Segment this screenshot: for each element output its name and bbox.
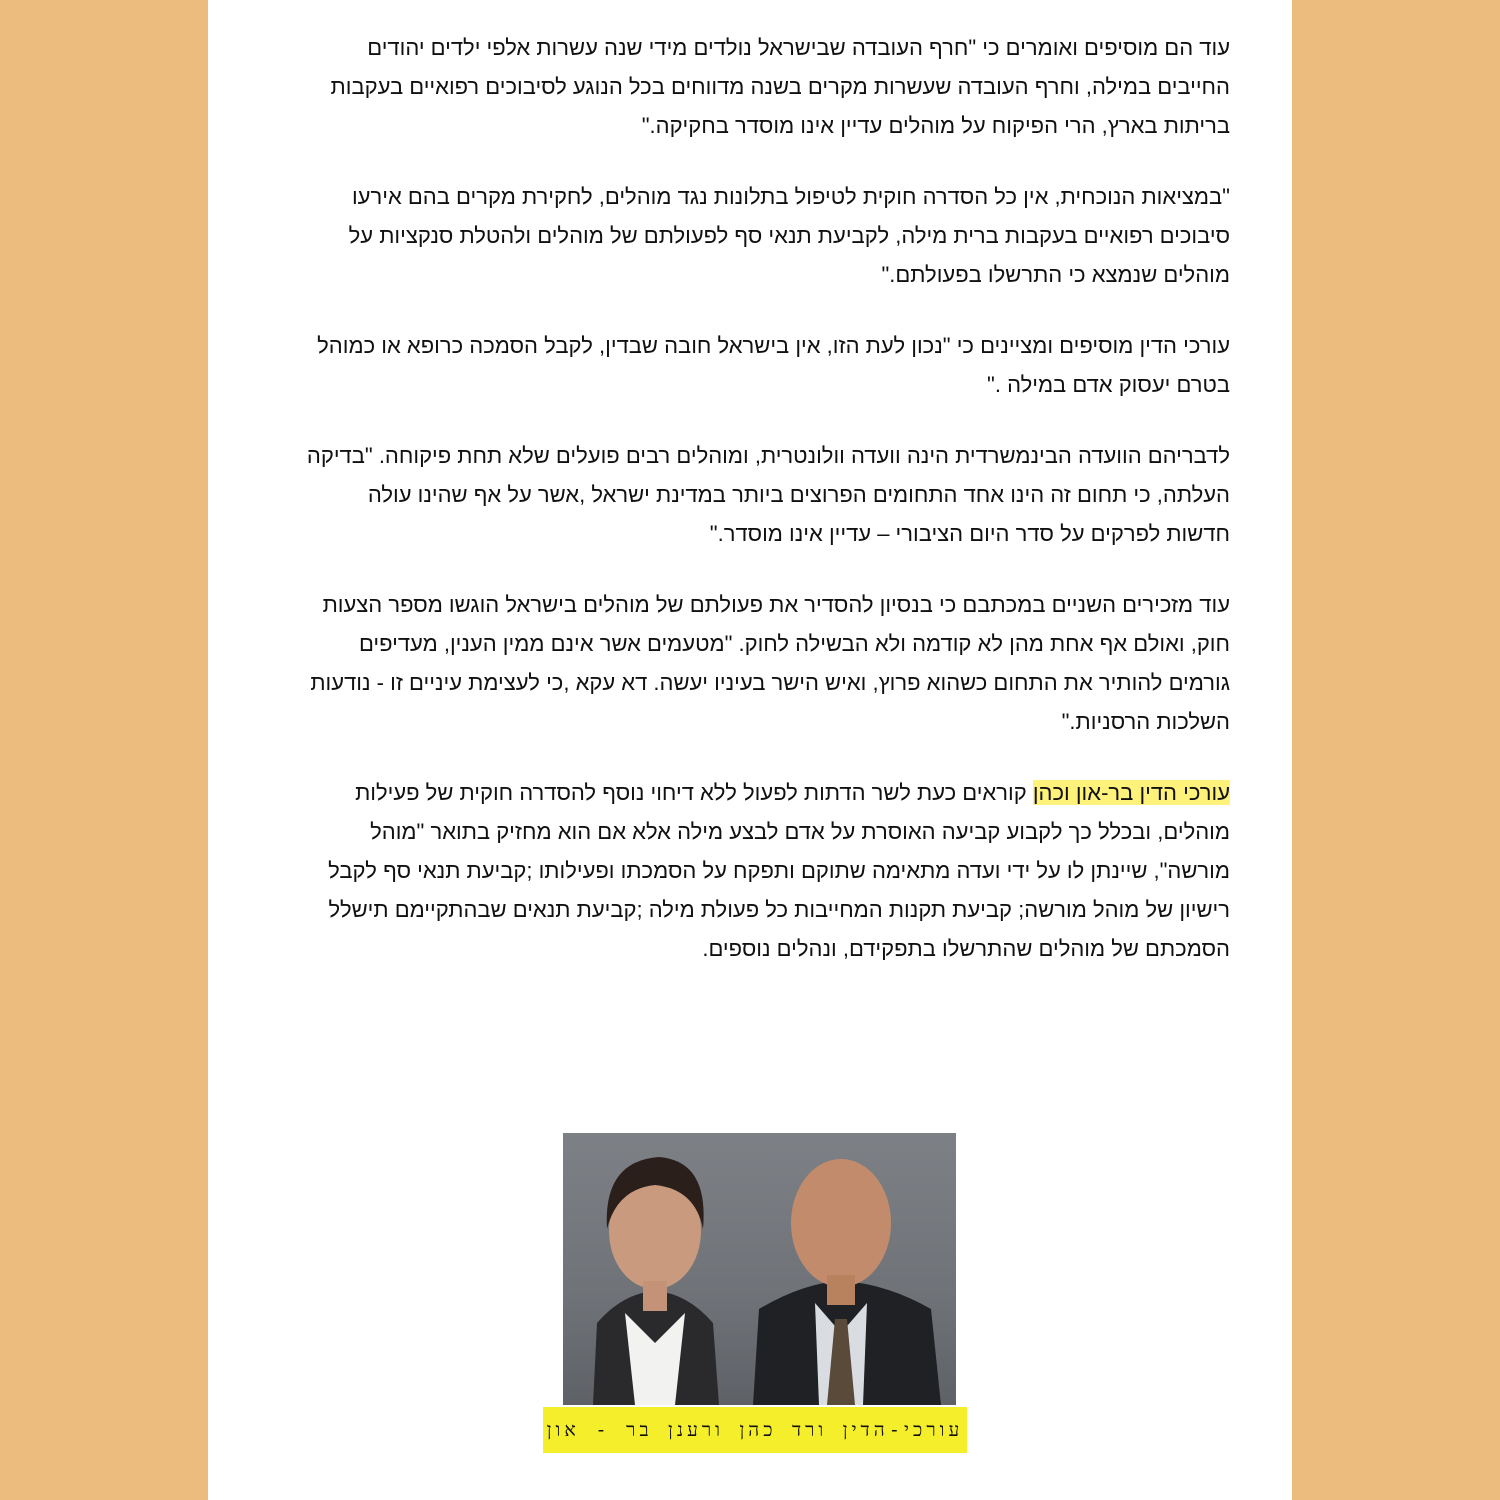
document-page — [208, 0, 1292, 1500]
photo-caption: עורכי-הדין ורד כהן ורענן בר - און — [543, 1407, 967, 1453]
portrait-illustration — [563, 1133, 956, 1405]
paragraph-6 — [300, 773, 1230, 968]
paragraph-6-text: קוראים כעת לשר הדתות לפעול ללא דיחוי נוסף להסדרה חוקית של פעילות מוהלים, ובכלל כך לקבוע קביעה האוסרת על אדם לבצע מילה אלא אם הוא מחזיק בתואר "מוהל מורשה", שיינתן לו על ידי ועדה מתאימה שתוקם ותפקח על הסמכתו ופעילותו ;קביעת תנאי סף לקבל רישיון של מוהל מורשה; קביעת תקנות המחייבות כל פעולת מילה ;קביעת תנאים שבהתקיימם תישלל הסמכתם של מוהלים שהתרשלו בתפקידם, ונהלים נוספים. — [328, 780, 1230, 961]
article-text — [300, 28, 1230, 1000]
paragraph-4: לדבריהם הוועדה הבינמשרדית הינה וועדה וולונטרית, ומוהלים רבים פועלים שלא תחת פיקוחה. "בדיקה העלתה, כי תחום זה הינו אחד התחומים הפרוצים ביותר במדינת ישראל ,אשר על אף שהינו עולה חדשות לפרקים על סדר היום הציבורי – עדיין אינו מוסדר." — [306, 443, 1230, 546]
paragraph-5: עוד מזכירים השניים במכתבם כי בנסיון להסדיר את פעולתם של מוהלים בישראל הוגשו מספר הצעות חוק, ואולם אף אחת מהן לא קודמה ולא הבשילה לחוק. "מטעמים אשר אינם ממין הענין, מעדיפים גורמים להותיר את התחום כשהוא פרוץ, ואיש הישר בעיניו יעשה. דא עקא ,כי לעצימת עיניים זו - נודעות השלכות הרסניות." — [310, 592, 1230, 734]
paragraph-3: עורכי הדין מוסיפים ומציינים כי "נכון לעת הזו, אין בישראל חובה שבדין, לקבל הסמכה כרופא או כמוהל בטרם יעסוק אדם במילה ." — [317, 333, 1230, 397]
paragraph-2: "במציאות הנוכחית, אין כל הסדרה חוקית לטיפול בתלונות נגד מוהלים, לחקירת מקרים בהם אירעו סיבוכים רפואיים בעקבות ברית מילה, לקביעת תנאי סף לפעולתם של מוהלים ולהטלת סנקציות על מוהלים שנמצא כי התרשלו בפעולתם." — [348, 184, 1230, 287]
lawyers-photo — [563, 1133, 956, 1405]
paragraph-1: עוד הם מוסיפים ואומרים כי "חרף העובדה שבישראל נולדים מידי שנה עשרות אלפי ילדים יהודים החייבים במילה, וחרף העובדה שעשרות מקרים בשנה מדווחים בכל הנוגע לסיבוכים רפואיים בעקבות בריתות בארץ, הרי הפיקוח על מוהלים עדיין אינו מוסדר בחקיקה." — [330, 35, 1230, 138]
highlighted-names: עורכי הדין בר-און וכהן — [1032, 780, 1230, 805]
